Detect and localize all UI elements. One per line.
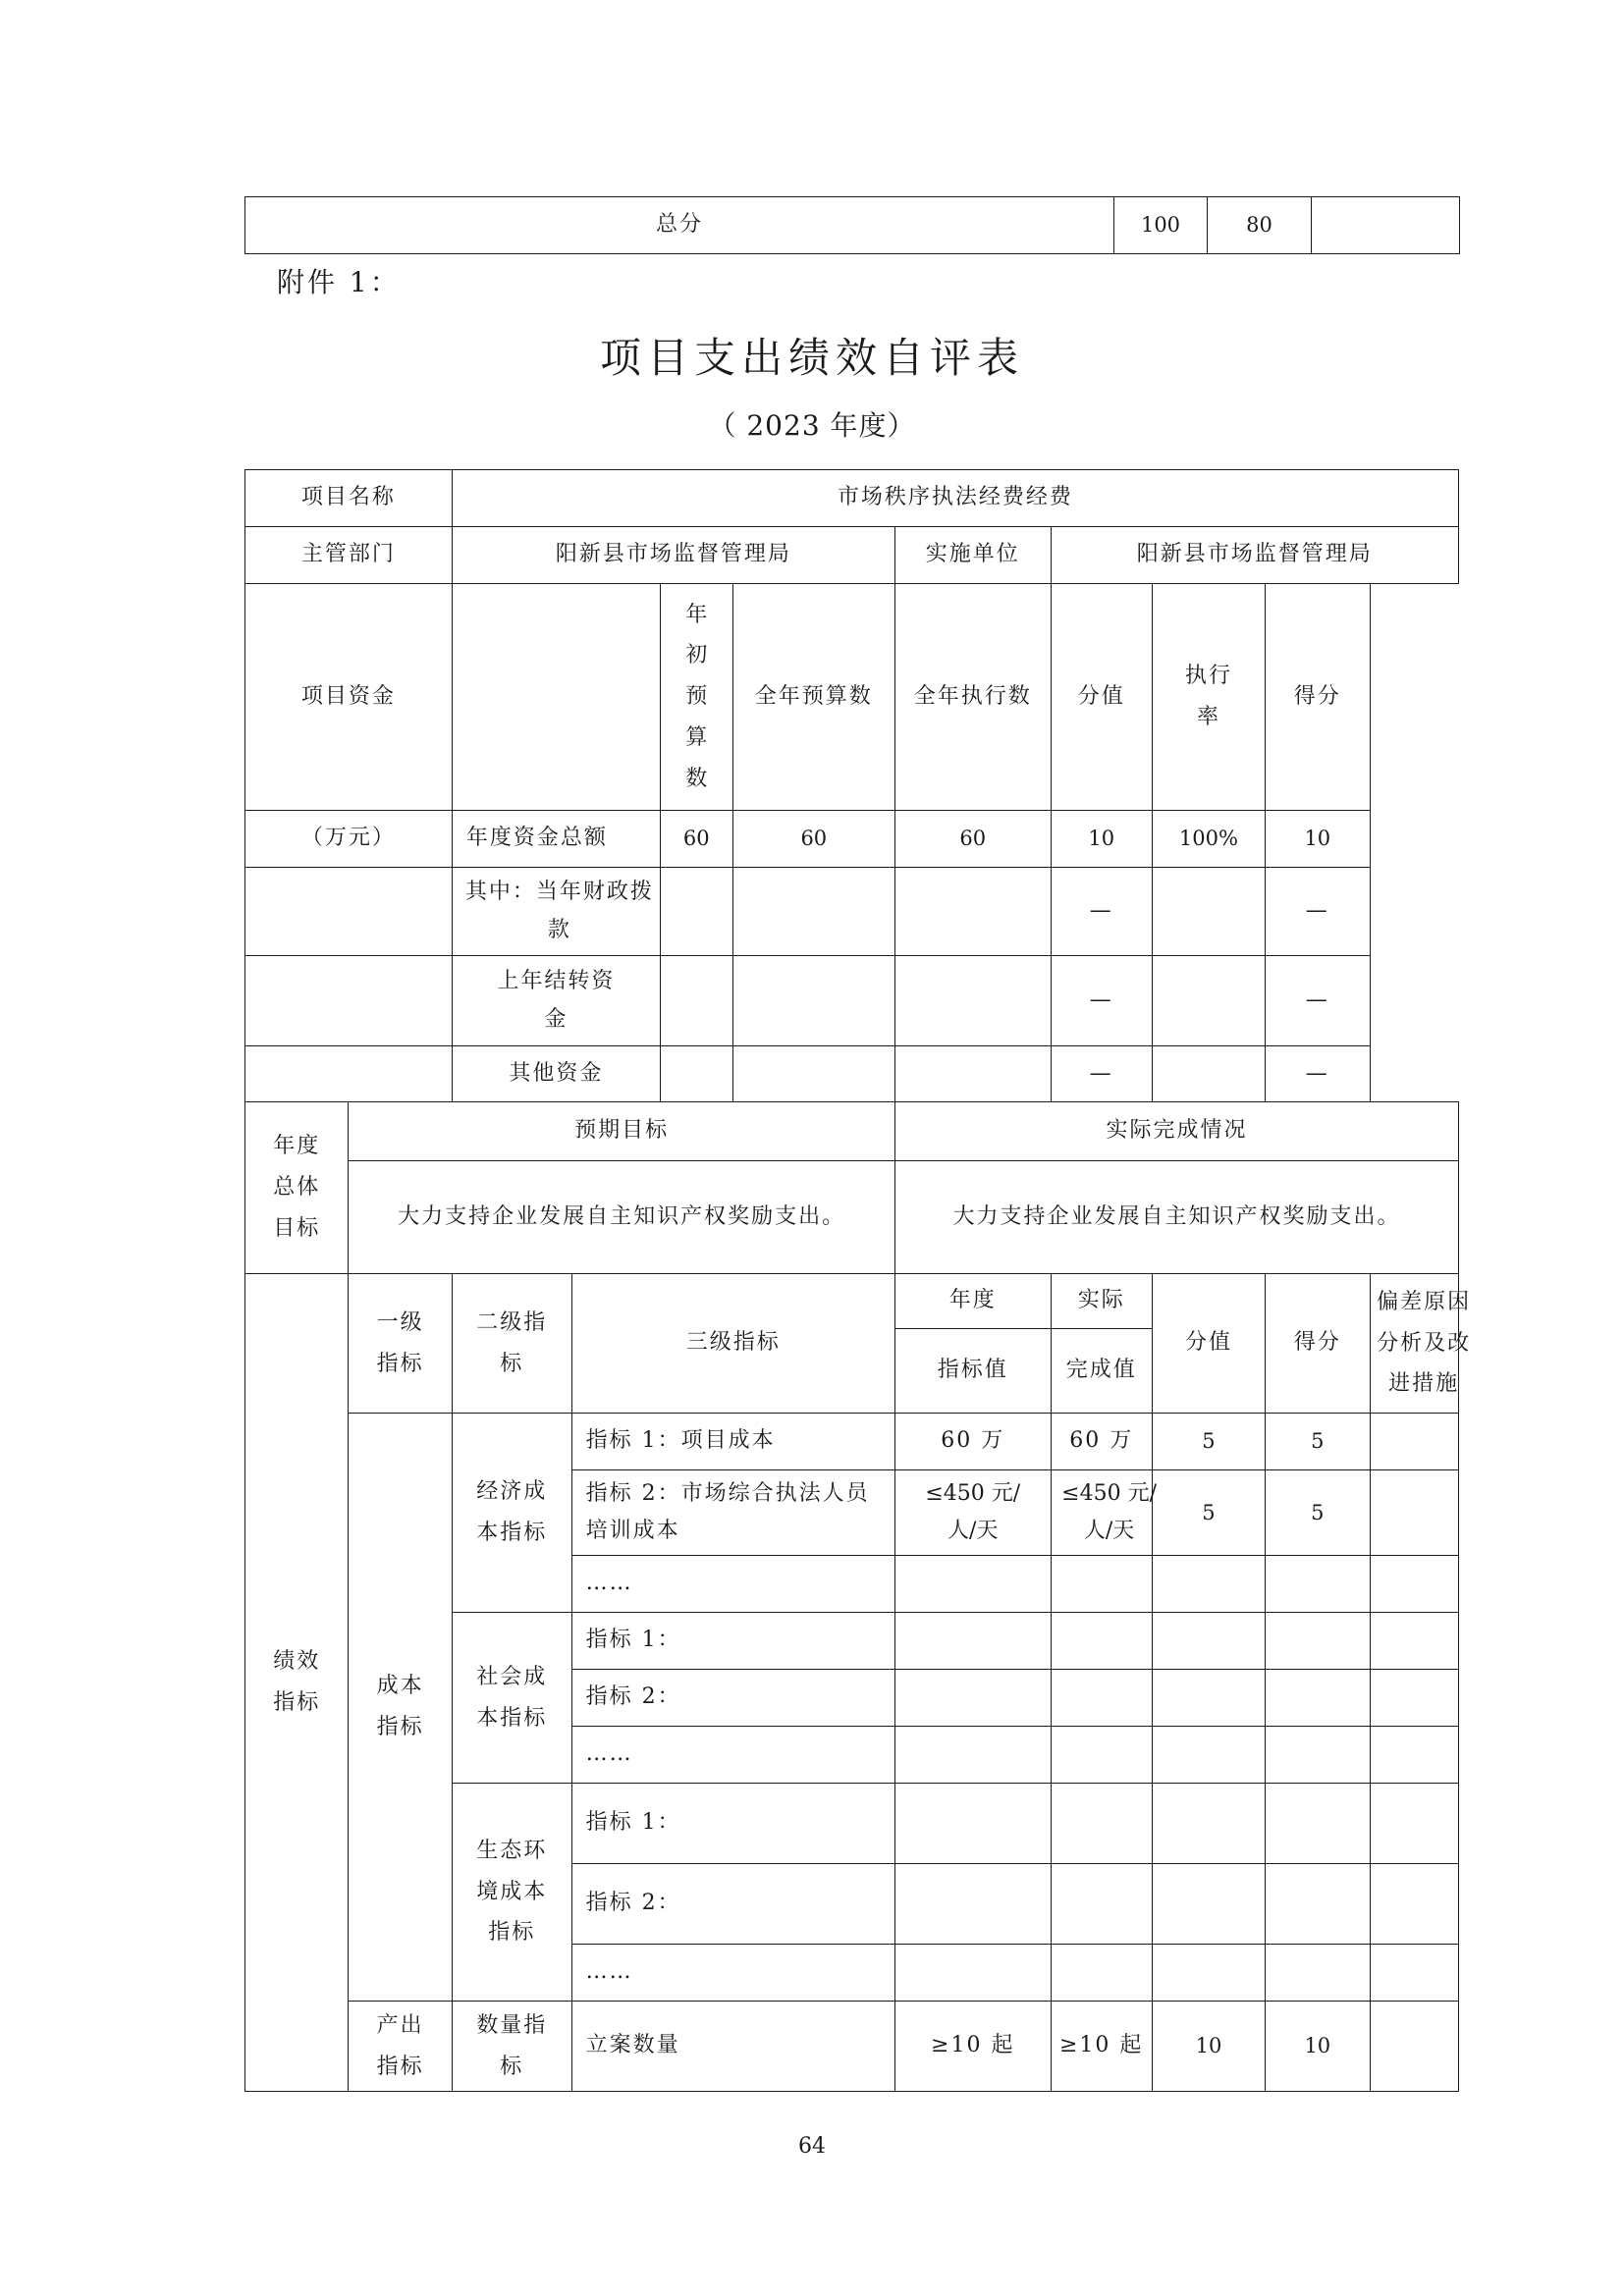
eco-row-1-deviation <box>1370 1784 1458 1864</box>
eco-row-3-name: …… <box>571 1945 894 2002</box>
header-rate: 执行率 <box>1184 664 1232 729</box>
social-row-1-score-value <box>1152 1613 1265 1670</box>
funds-blank-cell <box>245 956 453 1046</box>
output-row-1-deviation <box>1370 2002 1458 2092</box>
header-perf-score: 得分 <box>1266 1274 1371 1414</box>
funds-row-other-rate <box>1152 1046 1265 1102</box>
econ-row-3-score <box>1266 1556 1371 1613</box>
total-score-note <box>1312 197 1460 254</box>
funds-row-total-annual: 60 <box>732 811 894 868</box>
funds-row-carry-rate <box>1152 956 1265 1046</box>
social-row-3-target <box>894 1727 1051 1784</box>
social-row-2-target <box>894 1670 1051 1727</box>
social-row-1-score <box>1266 1613 1371 1670</box>
performance-label: 绩效指标 <box>273 1649 321 1715</box>
econ-row-1-actual: 60 万 <box>1051 1414 1152 1470</box>
econ-row-2-score: 5 <box>1266 1470 1371 1556</box>
funds-row-other-name: 其他资金 <box>452 1046 660 1102</box>
eco-row-1-score <box>1266 1784 1371 1864</box>
header-executed: 全年执行数 <box>894 584 1051 811</box>
impl-label: 实施单位 <box>894 527 1051 584</box>
funds-row-fiscal-initial <box>660 868 732 956</box>
funds-row-total-name: 年度资金总额 <box>452 811 660 868</box>
goals-actual-text: 大力支持企业发展自主知识产权奖励支出。 <box>894 1161 1458 1274</box>
social-row-3-actual <box>1051 1727 1152 1784</box>
header-target-top: 年度 <box>894 1274 1051 1329</box>
eco-row-1-target <box>894 1784 1051 1864</box>
funds-row-total-score-value: 10 <box>1051 811 1152 868</box>
evaluation-table <box>244 469 1472 2092</box>
funds-row-fiscal-annual <box>732 868 894 956</box>
output-label: 产出指标 <box>376 2012 424 2079</box>
output-row-1-score-value: 10 <box>1152 2002 1265 2092</box>
social-row-2-actual <box>1051 1670 1152 1727</box>
funds-row-other-annual <box>732 1046 894 1102</box>
header-level3: 三级指标 <box>571 1274 894 1414</box>
funds-row-fiscal-score: — <box>1266 868 1371 956</box>
header-level1: 一级指标 <box>376 1309 424 1376</box>
header-initial-budget: 年初预算数 <box>685 602 708 791</box>
project-name-value: 市场秩序执法经费经费 <box>452 470 1458 527</box>
header-perf-score-value: 分值 <box>1152 1274 1265 1414</box>
eco-row-1-score-value <box>1152 1784 1265 1864</box>
funds-row-other-executed <box>894 1046 1051 1102</box>
funds-row-carry-executed <box>894 956 1051 1046</box>
funds-row-fiscal-rate <box>1152 868 1265 956</box>
social-row-2-deviation <box>1370 1670 1458 1727</box>
output-row-1-name: 立案数量 <box>571 2002 894 2092</box>
econ-row-2-score-value: 5 <box>1152 1470 1265 1556</box>
econ-row-1-score-value: 5 <box>1152 1414 1265 1470</box>
funds-blank-cell <box>245 1046 453 1102</box>
funds-row-fiscal-score-value: — <box>1051 868 1152 956</box>
funds-row-fiscal-name: 其中：当年财政拨款 <box>464 880 654 942</box>
output-row-1-score: 10 <box>1266 2002 1371 2092</box>
header-actual-top: 实际 <box>1051 1274 1152 1329</box>
funds-row-other-initial <box>660 1046 732 1102</box>
funds-row-total-initial: 60 <box>660 811 732 868</box>
econ-row-3-name: …… <box>571 1556 894 1613</box>
attachment-label: 附件 1： <box>277 266 401 298</box>
social-row-3-deviation <box>1370 1727 1458 1784</box>
funds-label: 项目资金 <box>245 584 453 811</box>
goals-expected-text: 大力支持企业发展自主知识产权奖励支出。 <box>349 1161 894 1274</box>
econ-row-1-deviation <box>1370 1414 1458 1470</box>
output-row-1-actual: ≥10 起 <box>1051 2002 1152 2092</box>
funds-row-carry-score-value: — <box>1051 956 1152 1046</box>
funds-row-other-score-value: — <box>1051 1046 1152 1102</box>
econ-row-3-score-value <box>1152 1556 1265 1613</box>
cost-label: 成本指标 <box>376 1674 424 1739</box>
funds-blank-cell <box>245 868 453 956</box>
funds-row-other-score: — <box>1266 1046 1371 1102</box>
total-score-value: 80 <box>1208 197 1312 254</box>
econ-row-1-score: 5 <box>1266 1414 1371 1470</box>
econ-row-3-target <box>894 1556 1051 1613</box>
economic-cost-label: 经济成本指标 <box>476 1479 548 1545</box>
quantity-label: 数量指标 <box>476 2012 548 2079</box>
econ-row-2-target: ≤450 元/人/天 <box>925 1480 1021 1543</box>
impl-value: 阳新县市场监督管理局 <box>1051 527 1458 584</box>
page-number: 64 <box>798 2134 826 2159</box>
header-target-bottom: 指标值 <box>894 1329 1051 1414</box>
total-score-label: 总分 <box>245 197 1114 254</box>
social-row-2-score-value <box>1152 1670 1265 1727</box>
eco-cost-label: 生态环境成本指标 <box>476 1838 548 1946</box>
econ-row-3-deviation <box>1370 1556 1458 1613</box>
eco-row-2-target <box>894 1864 1051 1945</box>
social-row-3-name: …… <box>571 1727 894 1784</box>
econ-row-1-name: 指标 1：项目成本 <box>571 1414 894 1470</box>
goals-actual-header: 实际完成情况 <box>894 1102 1458 1161</box>
social-row-1-actual <box>1051 1613 1152 1670</box>
page-title: 项目支出绩效自评表 <box>599 334 1024 382</box>
page-subtitle: （ 2023 年度） <box>708 409 916 442</box>
output-row-1-target: ≥10 起 <box>894 2002 1051 2092</box>
goals-label: 年度总体目标 <box>273 1134 321 1241</box>
eco-row-3-target <box>894 1945 1051 2002</box>
funds-row-carry-name: 上年结转资金 <box>497 969 616 1032</box>
eco-row-1-name: 指标 1： <box>571 1784 894 1864</box>
header-score: 得分 <box>1266 584 1371 811</box>
social-row-3-score-value <box>1152 1727 1265 1784</box>
social-row-3-score <box>1266 1727 1371 1784</box>
econ-row-2-name: 指标 2：市场综合执法人员培训成本 <box>571 1470 894 1556</box>
social-row-1-name: 指标 1： <box>571 1613 894 1670</box>
eco-row-3-score <box>1266 1945 1371 2002</box>
funds-row-carry-score: — <box>1266 956 1371 1046</box>
eco-row-3-score-value <box>1152 1945 1265 2002</box>
social-row-1-deviation <box>1370 1613 1458 1670</box>
eco-row-1-actual <box>1051 1784 1152 1864</box>
eco-row-2-deviation <box>1370 1864 1458 1945</box>
econ-row-2-actual: ≤450 元/人/天 <box>1061 1480 1158 1543</box>
project-name-label: 项目名称 <box>245 470 453 527</box>
dept-value: 阳新县市场监督管理局 <box>452 527 894 584</box>
funds-row-carry-initial <box>660 956 732 1046</box>
eco-row-2-actual <box>1051 1864 1152 1945</box>
eco-row-2-score <box>1266 1864 1371 1945</box>
funds-header-blank <box>452 584 660 811</box>
social-row-2-score <box>1266 1670 1371 1727</box>
header-deviation: 偏差原因分析及改进措施 <box>1377 1289 1472 1397</box>
header-annual-budget: 全年预算数 <box>732 584 894 811</box>
funds-row-total-executed: 60 <box>894 811 1051 868</box>
goals-expected-header: 预期目标 <box>349 1102 894 1161</box>
eco-row-3-actual <box>1051 1945 1152 2002</box>
funds-row-carry-annual <box>732 956 894 1046</box>
total-score-table <box>244 196 1460 254</box>
funds-row-total-rate: 100% <box>1152 811 1265 868</box>
social-row-1-target <box>894 1613 1051 1670</box>
dept-label: 主管部门 <box>245 527 453 584</box>
eco-row-2-score-value <box>1152 1864 1265 1945</box>
econ-row-2-deviation <box>1370 1470 1458 1556</box>
header-score-value: 分值 <box>1051 584 1152 811</box>
eco-row-2-name: 指标 2： <box>571 1864 894 1945</box>
header-level2: 二级指标 <box>476 1309 548 1376</box>
funds-unit: （万元） <box>245 811 453 868</box>
econ-row-1-target: 60 万 <box>894 1414 1051 1470</box>
funds-row-total-score: 10 <box>1266 811 1371 868</box>
social-row-2-name: 指标 2： <box>571 1670 894 1727</box>
total-score-max: 100 <box>1114 197 1208 254</box>
funds-row-fiscal-executed <box>894 868 1051 956</box>
econ-row-3-actual <box>1051 1556 1152 1613</box>
eco-row-3-deviation <box>1370 1945 1458 2002</box>
social-cost-label: 社会成本指标 <box>476 1664 548 1731</box>
header-actual-bottom: 完成值 <box>1051 1329 1152 1414</box>
